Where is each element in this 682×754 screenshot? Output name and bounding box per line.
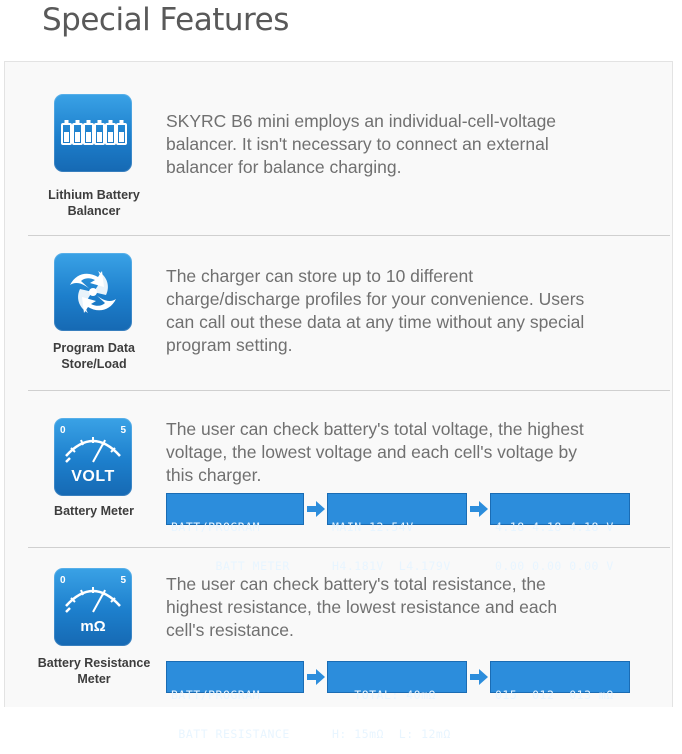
- lcd-screen-main-voltage: MAIN 12.54V H4.181V L4.179V: [327, 493, 467, 525]
- arrow-right-icon: [469, 667, 489, 687]
- page-title: Special Features: [42, 2, 289, 38]
- lcd-screen-cell-resistances: 015 012 013 mΩ: [490, 661, 630, 693]
- feature-desc-battery-balancer: SKYRC B6 mini employs an individual-cell-voltage balancer. It isn't necessary to connect an external balancer for balance charging.: [166, 111, 557, 177]
- gauge-max-label: 5: [120, 575, 126, 586]
- lcd-screen-total-resistance: TOTAL: 40mΩ H: 15mΩ L: 12mΩ: [327, 661, 467, 693]
- feature-desc-battery-meter: The user can check battery's total voltage, the highest voltage, the lowest voltage and each cell's voltage by this charger.: [166, 419, 584, 485]
- feature-label-resistance-meter: Battery Resistance Meter: [37, 656, 151, 686]
- gauge-min-label: 0: [60, 575, 66, 586]
- arrow-right-icon: [306, 499, 326, 519]
- gauge-min-label: 0: [60, 425, 66, 436]
- battery-cells-icon: [54, 94, 132, 172]
- feature-label-battery-meter: Battery Meter: [54, 504, 134, 518]
- divider: [28, 390, 670, 391]
- feature-desc-resistance-meter: The user can check battery's total resistance, the highest resistance, the lowest resistance and each cell's resistance.: [166, 574, 558, 640]
- volt-meter-icon: [54, 418, 132, 496]
- divider: [28, 235, 670, 236]
- milliohm-label: mΩ: [80, 618, 106, 635]
- arrow-right-icon: [469, 499, 489, 519]
- lcd-screen-batt-meter-menu: BATT/PROGRAM BATT METER: [166, 493, 304, 525]
- gauge-max-label: 5: [120, 425, 126, 436]
- feature-label-battery-balancer: Lithium Battery Balancer: [48, 188, 140, 218]
- arrow-right-icon: [306, 667, 326, 687]
- lcd-screen-cell-voltages: 4.18 4.18 4.18 V 0.00 0.00 0.00 V: [490, 493, 630, 525]
- resistance-meter-icon: [54, 568, 132, 646]
- lcd-screen-batt-resistance-menu: BATT/PROGRAM BATT RESISTANCE: [166, 661, 304, 693]
- divider: [28, 547, 670, 548]
- feature-desc-program-data: The charger can store up to 10 different charge/discharge profiles for your convenience. Users can call out these data at any time without any special program setting.: [166, 266, 585, 355]
- fan-arrows-icon: [54, 253, 132, 331]
- feature-label-program-data: Program Data Store/Load: [53, 341, 135, 371]
- volt-label: VOLT: [71, 468, 115, 485]
